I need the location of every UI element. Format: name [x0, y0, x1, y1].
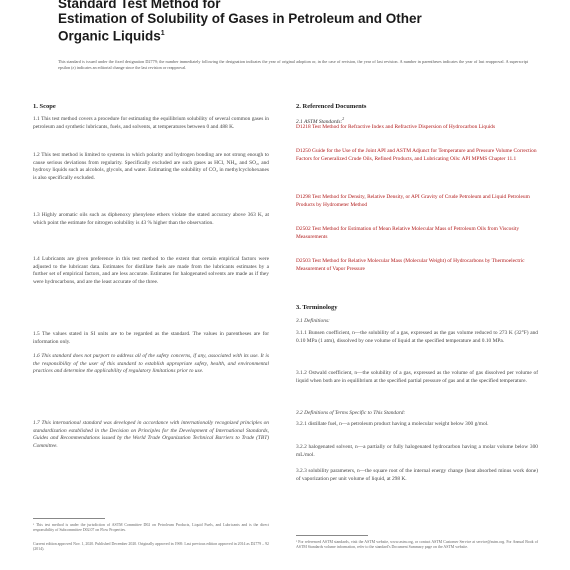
para-1-2: 1.2 This test method is limited to systems in which polarity and hydrogen bonding are not strong enough to cause serious deviations from regularity. Specifically excluded are such gases as HCl, NH₃, and SO₂, and hydroxy liquids such as alcohols, glycols, and water. Estimating the solubility of CO₂ in methylcyclohexanes is also specifically excluded.: [33, 152, 269, 181]
para-1-6: 1.6 This standard does not purport to address all of the safety concerns, if any, associated with its use. It is the responsibility of the user of this standard to establish appropriate safety, health, and environmental practices and determine the applicability of regulatory limitations prior to use.: [33, 353, 269, 375]
definition-solubility-parameters: 3.2.3 solubility parameters, n—the square root of the internal energy change (heat absorbed minus work done) of vaporization per unit volume of liquid, at 298 K.: [296, 468, 538, 482]
para-1-4: 1.4 Lubricants are given preference in this test method to the extent that certain empirical factors were adjusted to the lubricant data. Estimates for distillate fuels are made from the lubricants estimates by a further set of empirical factors, and are less accurate. Estimates for halogenated solvents are made as if they were hydrocarbons, and are the least accurate of the three.: [33, 256, 269, 285]
para-1-1: 1.1 This test method covers a procedure for estimating the equilibrium solubility of several common gases in petroleum and synthetic lubricants, fuels, and solvents, at temperatures between 0 and 488 K.: [33, 116, 269, 130]
astm-standards-footnote-mark: 2: [342, 117, 345, 121]
footnote-1: ¹ This test method is under the jurisdiction of ASTM Committee D02 on Petroleum Products, Liquid Fuels, and Lubricants and is the direct responsibility of Subcommittee D02.07 on Flow Properties.: [33, 523, 269, 533]
reference-code-link[interactable]: D1250: [296, 148, 311, 154]
definitions-specific-label: 3.2 Definitions of Terms Specific to This Standard:: [296, 410, 406, 416]
reference-title-link[interactable]: Test Method for Refractive Index and Refractive Dispersion of Hydrocarbon Liquids: [311, 124, 496, 130]
definition-distillate-fuel: 3.2.1 distillate fuel, n—a petroleum product having a molecular weight below 300 g/mol.: [296, 421, 489, 427]
reference-title-link[interactable]: Guide for the Use of the Joint API and ASTM Adjunct for Temperature and Pressure Volume Correction Factors for Generalized Crude Oils, Refined Products, and Lubricating Oils: API MPMS Chapter 11.1: [296, 148, 537, 162]
definition-bunsen-coefficient: 3.1.1 Bunsen coefficient, n—the solubility of a gas, expressed as the gas volume reduced to 273 K (32°F) and 0.10 MPa (1 atm), dissolved by one volume of liquid at the specified temperature and 0.10 MPa.: [296, 330, 538, 344]
section-terminology-heading: 3. Terminology: [296, 304, 338, 311]
reference-item[interactable]: [296, 124, 538, 132]
reference-item[interactable]: [296, 258, 538, 273]
astm-standards-text: 2.1 ASTM Standards:: [296, 118, 343, 125]
reference-title-link[interactable]: Test Method for Relative Molecular Mass (Molecular Weight) of Hydrocarbons by Thermoelectric Measurement of Vapor Pressure: [296, 258, 525, 272]
section-referenced-documents-heading: 2. Referenced Documents: [296, 103, 367, 110]
reference-item[interactable]: [296, 148, 538, 163]
footnote-1-edition: Current edition approved Nov. 1, 2020. Published December 2020. Originally approved in 1969. Last previous edition approved in 2014 as D2779 – 92 (2014).: [33, 542, 269, 552]
title-line-2-text: Organic Liquids: [58, 28, 161, 44]
footnote-2: ² For referenced ASTM standards, visit the ASTM website, www.astm.org, or contact ASTM Customer Service at service@astm.org. For Annual Book of ASTM Standards volume information, refer to the standard's Document Summary page on the ASTM website.: [296, 540, 538, 550]
reference-code-link[interactable]: D2502: [296, 226, 311, 232]
title-line-2: [58, 26, 528, 44]
title-line-1: Estimation of Solubility of Gases in Petroleum and Other: [58, 11, 422, 26]
right-footnote-rule: [296, 535, 368, 536]
reference-title-link[interactable]: Test Method for Density, Relative Density, or API Gravity of Crude Petroleum and Liquid Petroleum Products by Hydrometer Method: [296, 194, 530, 208]
para-1-5: 1.5 The values stated in SI units are to be regarded as the standard. The values in parentheses are for information only.: [33, 331, 269, 345]
document-title: [58, 0, 528, 44]
definitions-label: 3.1 Definitions:: [296, 318, 330, 324]
para-1-3: 1.3 Highly aromatic oils such as diphenoxy phenylene ethers violate the stated accuracy above 363 K, at which point the estimate for nitrogen solubility is 43 % higher than the observation.: [33, 212, 269, 226]
title-footnote-mark: 1: [160, 30, 165, 37]
section-scope-heading: 1. Scope: [33, 103, 56, 110]
definition-ostwald-coefficient: 3.1.2 Ostwald coefficient, n—the solubility of a gas, expressed as the volume of gas dissolved per volume of liquid when both are in equilibrium at the specified partial pressure of gas and at the specified temperature.: [296, 370, 538, 384]
reference-title-link[interactable]: Test Method for Estimation of Mean Relative Molecular Mass of Petroleum Oils from Viscosity Measurements: [296, 226, 520, 240]
title-line-0: Standard Test Method for: [58, 0, 221, 11]
left-footnote-rule: [33, 518, 105, 519]
designation-preamble: This standard is issued under the fixed designation D2779; the number immediately following the designation indicates the year of original adoption or, in the case of revision, the year of last revision. A number in parentheses indicates the year of last reapproval. A superscript epsilon (ε) indicates an editorial change since the last revision or reapproval.: [58, 59, 528, 70]
reference-item[interactable]: [296, 226, 538, 241]
para-1-7: 1.7 This international standard was developed in accordance with internationally recognized principles on standardization established in the Decision on Principles for the Development of International Standards, Guides and Recommendations issued by the World Trade Organization Technical Barriers to Trade (TBT) Committee.: [33, 420, 269, 449]
reference-code-link[interactable]: D1298: [296, 194, 311, 200]
reference-code-link[interactable]: D1218: [296, 124, 311, 130]
reference-code-link[interactable]: D2503: [296, 258, 311, 264]
reference-item[interactable]: [296, 194, 538, 209]
definition-halogenated-solvent: 3.2.2 halogenated solvent, n—a partially or fully halogenated hydrocarbon having a molar volume below 300 mL/mol.: [296, 444, 538, 458]
